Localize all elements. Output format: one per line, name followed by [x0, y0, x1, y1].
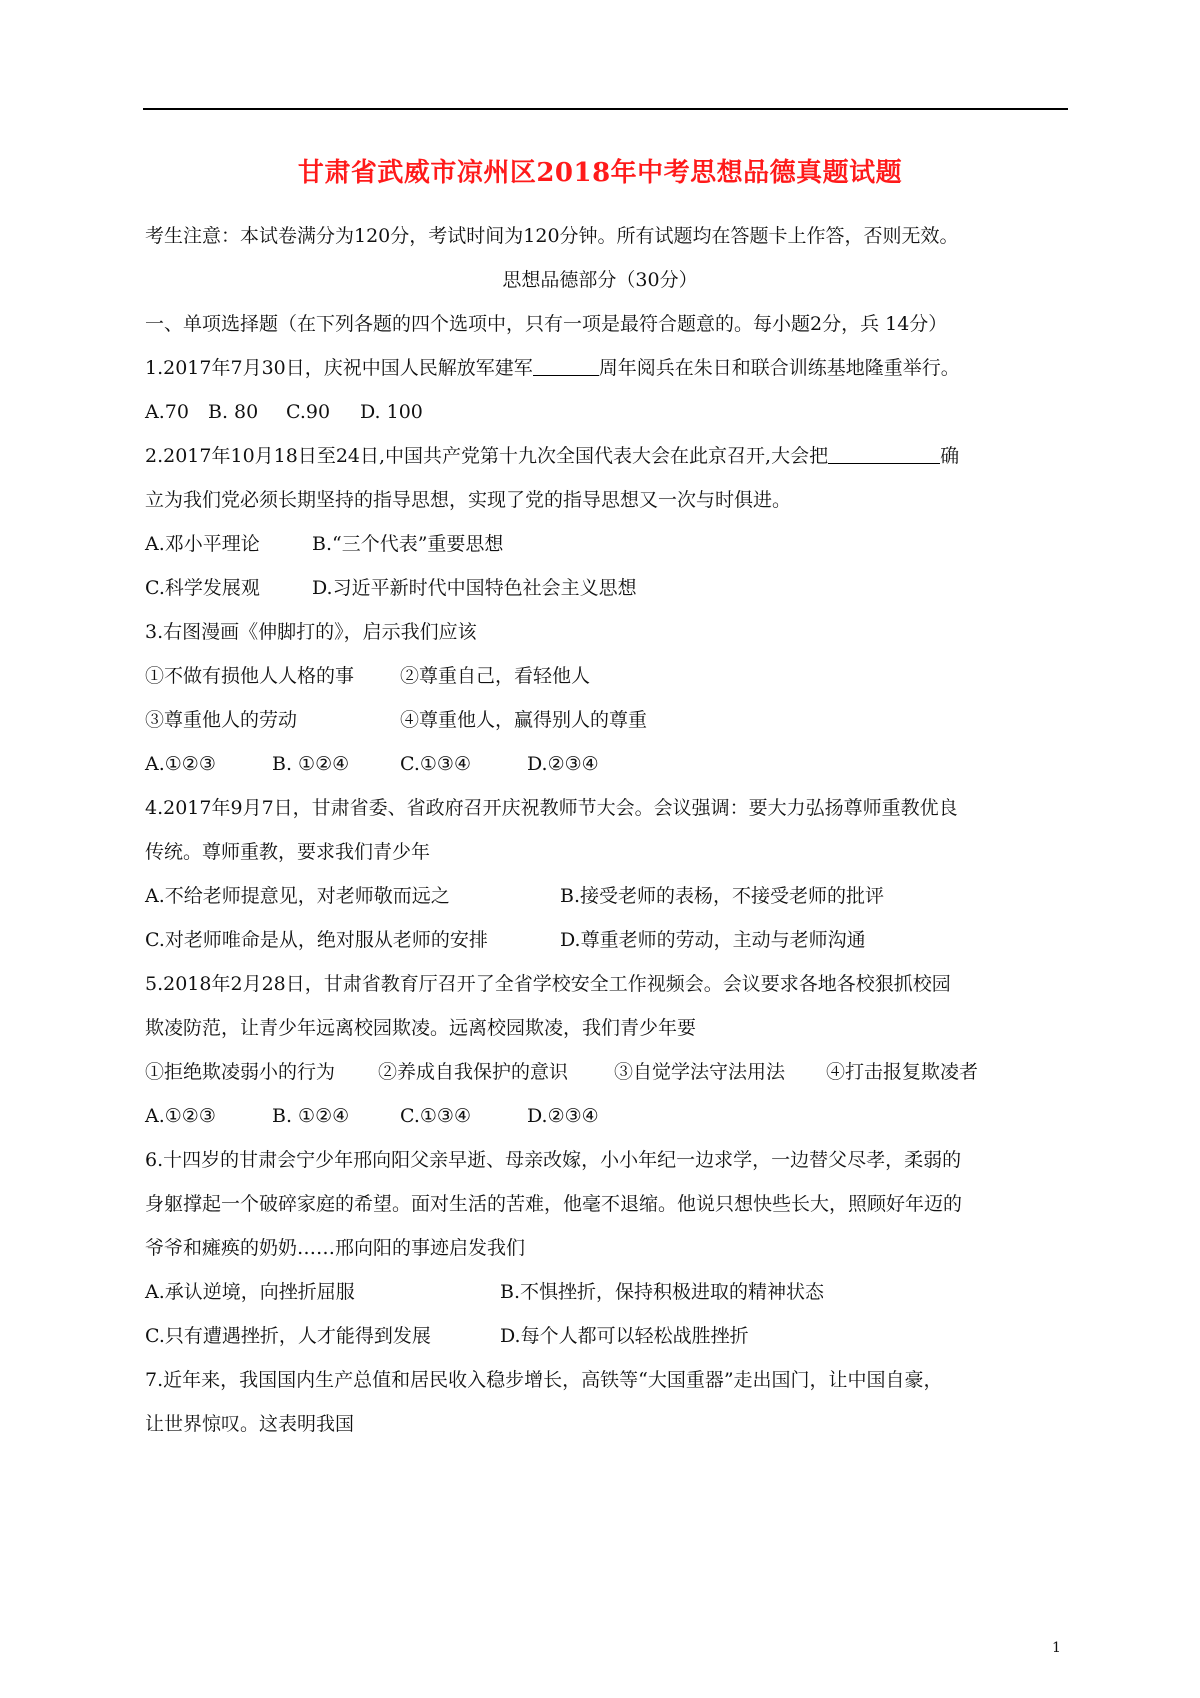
- question-6-option-d: D.每个人都可以轻松战胜挫折: [500, 1325, 749, 1347]
- question-5-statement-3: ③自觉学法守法用法: [614, 1061, 786, 1083]
- question-2-stem-line-1: [145, 442, 959, 470]
- question-5-option-a: A.①②③: [145, 1105, 216, 1127]
- question-1-option-c: C.90: [286, 401, 331, 423]
- question-2-option-c: C.科学发展观: [145, 577, 260, 599]
- question-1-stem-part-1: 1.2017年7月30日，庆祝中国人民解放军建军: [145, 357, 533, 379]
- question-5-option-b: B. ①②④: [272, 1105, 350, 1127]
- question-4-option-c: C.对老师唯命是从，绝对服从老师的安排: [145, 929, 488, 951]
- question-2-stem-part-2: 确: [940, 445, 960, 467]
- header-rule: [143, 108, 1068, 110]
- question-7-stem-line-1: 7.近年来，我国国内生产总值和居民收入稳步增长，高铁等“大国重器”走出国门，让中国自豪，: [145, 1369, 943, 1391]
- question-5-option-d: D.②③④: [527, 1105, 599, 1127]
- question-1-option-b: B. 80: [208, 401, 259, 423]
- question-5-option-c: C.①③④: [400, 1105, 471, 1127]
- question-3-option-c: C.①③④: [400, 753, 471, 775]
- question-3-option-b: B. ①②④: [272, 753, 350, 775]
- question-6-option-b: B.不惧挫折，保持积极进取的精神状态: [500, 1281, 825, 1303]
- question-5-stem-line-2: 欺凌防范，让青少年远离校园欺凌。远离校园欺凌，我们青少年要: [145, 1017, 697, 1039]
- question-5-stem-line-1: 5.2018年2月28日，甘肃省教育厅召开了全省学校安全工作视频会。会议要求各地各校狠抓校园: [145, 973, 951, 995]
- question-5-statement-1: ①拒绝欺凌弱小的行为: [145, 1061, 336, 1083]
- question-3-stem: 3.右图漫画《伸脚打的》，启示我们应该: [145, 621, 477, 643]
- question-3-option-d: D.②③④: [527, 753, 599, 775]
- question-4-option-a: A.不给老师提意见，对老师敬而远之: [145, 885, 450, 907]
- question-4-stem-line-1: 4.2017年9月7日，甘肃省委、省政府召开庆祝教师节大会。会议强调：要大力弘扬尊师重教优良: [145, 797, 958, 819]
- question-6-stem-line-1: 6.十四岁的甘肃会宁少年邢向阳父亲早逝、母亲改嫁，小小年纪一边求学，一边替父尽孝，柔弱的: [145, 1149, 962, 1171]
- question-3-statement-4: ④尊重他人，赢得别人的尊重: [400, 709, 648, 731]
- question-6-stem-line-3: 爷爷和瘫痪的奶奶……邢向阳的事迹启发我们: [145, 1237, 526, 1259]
- part-one-heading: 一、单项选择题（在下列各题的四个选项中，只有一项是最符合题意的。每小题2分，兵 14分）: [145, 313, 948, 335]
- section-title: 思想品德部分（30分）: [502, 269, 698, 291]
- question-1-stem: [145, 354, 960, 382]
- question-4-stem-line-2: 传统。尊师重教，要求我们青少年: [145, 841, 431, 863]
- question-3-statement-2: ②尊重自己，看轻他人: [400, 665, 591, 687]
- question-6-stem-line-2: 身躯撑起一个破碎家庭的希望。面对生活的苦难，他毫不退缩。他说只想快些长大，照顾好年迈的: [145, 1193, 963, 1215]
- question-2-stem-part-1: 2.2017年10月18日至24日,中国共产党第十九次全国代表大会在此京召开,大会把: [145, 445, 829, 467]
- question-6-option-c: C.只有遭遇挫折，人才能得到发展: [145, 1325, 431, 1347]
- question-2-option-d: D.习近平新时代中国特色社会主义思想: [312, 577, 637, 599]
- answer-blank: [828, 443, 940, 464]
- question-5-statement-4: ④打击报复欺凌者: [826, 1061, 979, 1083]
- question-4-option-b: B.接受老师的表杨，不接受老师的批评: [560, 885, 885, 907]
- question-3-option-a: A.①②③: [145, 753, 216, 775]
- question-3-statement-1: ①不做有损他人人格的事: [145, 665, 355, 687]
- page-number: 1: [1052, 1640, 1061, 1656]
- question-5-statement-2: ②养成自我保护的意识: [378, 1061, 569, 1083]
- question-1-option-a: A.70: [145, 401, 189, 423]
- exam-notice: 考生注意：本试卷满分为120分，考试时间为120分钟。所有试题均在答题卡上作答，否则无效。: [145, 225, 959, 247]
- answer-blank: [533, 355, 599, 376]
- question-7-stem-line-2: 让世界惊叹。这表明我国: [145, 1413, 355, 1435]
- question-1-option-d: D. 100: [360, 401, 423, 423]
- question-2-option-b: B.“三个代表”重要思想: [312, 533, 504, 555]
- question-1-stem-part-2: 周年阅兵在朱日和联合训练基地隆重举行。: [598, 357, 960, 379]
- question-3-statement-3: ③尊重他人的劳动: [145, 709, 298, 731]
- question-2-option-a: A.邓小平理论: [145, 533, 260, 555]
- page-title: 甘肃省武威市凉州区2018年中考思想品德真题试题: [297, 158, 903, 188]
- question-2-stem-line-2: 立为我们党必须长期坚持的指导思想，实现了党的指导思想又一次与时俱进。: [145, 489, 792, 511]
- question-4-option-d: D.尊重老师的劳动，主动与老师沟通: [560, 929, 866, 951]
- question-6-option-a: A.承认逆境，向挫折屈服: [145, 1281, 355, 1303]
